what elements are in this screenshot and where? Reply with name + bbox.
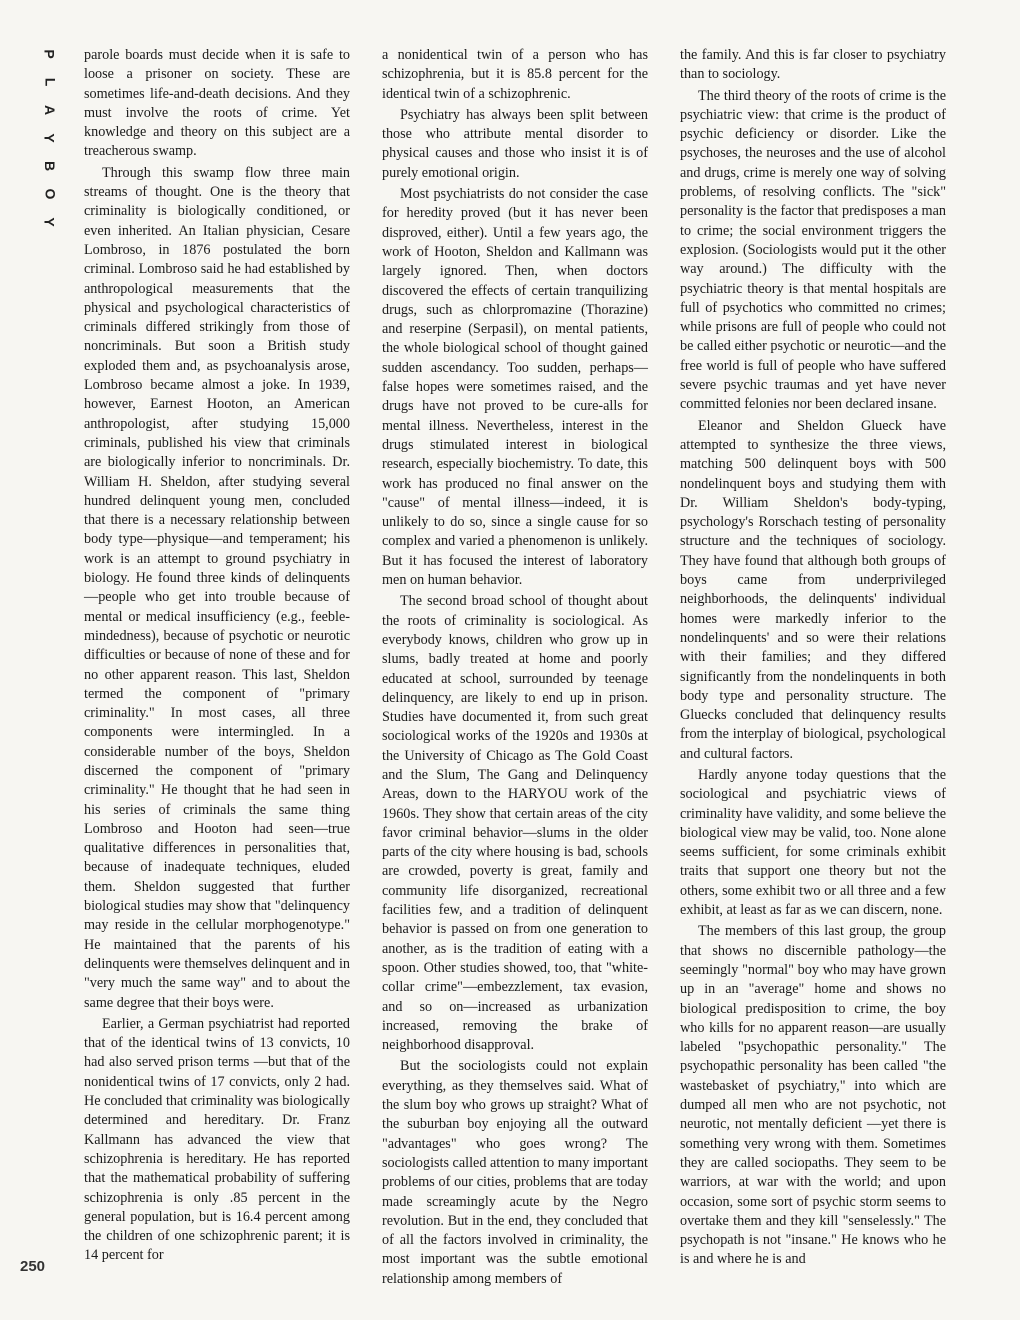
paragraph: Hardly anyone today questions that the sociological and psychiatric views of criminality have validity, and some believe the biological view may be valid, too. None alone seems sufficient, for some criminals exhibit traits that support one theory but not the others, some exhibit two or all three and a few exhibit, at least as far as we can discern, none. xyxy=(680,766,946,919)
masthead-letter: O xyxy=(41,188,58,200)
paragraph: Most psychiatrists do not consider the case for heredity proved (but it has never been disproved, either). Until a few years ago, the work of Hooton, Sheldon and Kallmann was largely ignored. Then, when doctors discovered the effects of certain tranquilizing drugs, such as chlorpromazine (Thorazine) and reserpine (Serpasil), on mental patients, the whole biological school of thought gained sudden ascendancy. Too sudden, perhaps—false hopes were sometimes raised, and the drugs have not proved to be cure-alls for mental illness. Nevertheless, interest in the drugs stimulated interest in biological research, especially biochemistry. To date, this work has produced no final answer on the "cause" of mental illness—indeed, it is unlikely to do so, since a single cause for so complex and varied a phenomenon is unlikely. But it has focused the interest of laboratory men on human behavior. xyxy=(382,186,648,589)
paragraph: The third theory of the roots of crime is the psychiatric view: that crime is the product of psychic deficiency or disorder. Like the psychoses, the neuroses and the use of alcohol and drugs, crime is merely one way of solving problems, of resolving conflicts. The "sick" personality is the factor that predisposes a man to crime; the social environment triggers the explosion. (Sociologists would put it the other way around.) The difficulty with the psychiatric theory is that mental hospitals are full of psychotics who committed no crimes; while prisons are full of people who could not be called either psychotic or neurotic—and the free world is full of people who have suffered severe psychic traumas and yet have never committed felonies nor been declared insane. xyxy=(680,87,946,413)
paragraph: The second broad school of thought about the roots of criminality is sociological. As everybody knows, children who grow up in slums, badly treated at home and poorly educated at school, surrounded by teenage delinquency, are likely to end up in prison. Studies have documented it, from such great sociological works of the 1920s and 1930s at the University of Chicago as The Gold Coast and the Slum, The Gang and Delinquency Areas, down to the HARYOU work of the 1960s. They show that certain areas of the city favor criminal behavior—slums in the older parts of the city where housing is bad, schools are crowded, poverty is great, family and community life disorganized, recreational facilities few, and a tradition of delinquent behavior is passed on from one generation to another, as is the tradition of eating with a spoon. Other studies showed, too, that "white-collar crime"—embezzlement, tax evasion, and so on—increased as urbanization increased, removing the brake of neighborhood disapproval. xyxy=(382,593,648,1054)
paragraph: Psychiatry has always been split between those who attribute mental disorder to physical causes and those who insist it is of purely emotional origin. xyxy=(382,106,648,181)
column-3 xyxy=(680,46,946,1278)
article-body xyxy=(84,46,946,1287)
column-2 xyxy=(382,46,648,1287)
page-number: 250 xyxy=(20,1258,46,1275)
paragraph: Through this swamp flow three main streams of thought. One is the theory that criminality is biologically conditioned, or even inherited. An Italian physician, Cesare Lombroso, in 1876 postulated the born criminal. Lombroso said he had established by anthropological measurements that the physical and psychological characteristics of criminals differed strikingly from those of noncriminals. But soon a British study exploded them and, as psychoanalysis arose, Lombroso became almost a joke. In 1939, however, Earnest Hooton, an American anthropologist, after studying 15,000 criminals, published his view that criminals are biologically inferior to noncriminals. Dr. William H. Sheldon, after studying several hundred delinquent young men, concluded that there is a necessary relationship between body type—physique—and temperament; his work is an attempt to ground psychiatry in biology. He found three kinds of delinquents—people who get into trouble because of mental or medical insufficiency (e.g., feeble-mindedness), because of psychotic or neurotic difficulties or because of none of these and for no other apparent reason. This last, Sheldon termed the component of "primary criminality." In most cases, all three components were intermingled. In a considerable number of the boys, Sheldon discerned the component of "primary criminality." He thought that he had seen in his series of criminals the same thing Lombroso and Hooton had seen—true qualitative differences in personalities that, because of inadequate techniques, eluded them. Sheldon suggested that further biological studies may show that "delinquency may reside in the cellular morphogenotype." He maintained that the parents of his delinquents were themselves delinquent and in "very much the same way" and to about the same degree that their boys were. xyxy=(84,164,350,1011)
masthead-letter: B xyxy=(42,160,58,172)
paragraph: the family. And this is far closer to psychiatry than to sociology. xyxy=(680,47,946,83)
column-1 xyxy=(84,46,350,1278)
paragraph: Eleanor and Sheldon Glueck have attempted to synthesize the three views, matching 500 delinquent boys with 500 nondelinquent boys and studying them with Dr. William Sheldon's body-typing, psychology's Rorschach testing of personality structure and the techniques of sociology. They have found that although both groups of boys came from underprivileged neighborhoods, the delinquents' individual homes were markedly inferior to the nondelinquents' and so were their relations with their families; and they differed significantly from the nondelinquents in both body type and personality structure. The Gluecks concluded that delinquency results from the interplay of biological, psychological and cultural factors. xyxy=(680,417,946,762)
masthead-letter: P xyxy=(42,49,58,59)
paragraph: a nonidentical twin of a person who has schizophrenia, but it is 85.8 percent for the identical twin of a schizophrenic. xyxy=(382,47,648,102)
paragraph: parole boards must decide when it is safe to loose a prisoner on society. These are sometimes life-and-death decisions. And they must involve the roots of crime. Yet knowledge and theory on this subject are a treacherous swamp. xyxy=(84,47,350,160)
masthead-letter: A xyxy=(42,104,58,116)
paragraph: Earlier, a German psychiatrist had reported that of the identical twins of 13 convicts, 10 had also served prison terms —but that of the nonidentical twins of 17 convicts, only 2 had. He concluded that criminality was biologically determined and hereditary. Dr. Franz Kallmann has advanced the view that schizophrenia is hereditary. He has reported that the mathematical probability of suffering schizophrenia is only .85 percent in the general population, but is 16.4 percent among the children of one schizophrenic parent; it is 14 percent for xyxy=(84,1015,350,1264)
paragraph: The members of this last group, the group that shows no discernible pathology—the seemingly "normal" boy who may have grown up in an "average" home and shows no biological predisposition to crime, the boy who kills for no apparent reason—are usually labeled "psychopathic personality." The psychopathic personality has been called "the wastebasket of psychiatry," into which are dumped all men who are not psychotic, not neurotic, not mentally deficient —yet there is something very wrong with them. Sometimes they are called sociopaths. They seem to be warriors, at war with the world; and upon occasion, some sort of psychic storm seems to overtake them and they kill "senselessly." The psychopath is not "insane." He knows who he is and where he is and xyxy=(680,923,946,1268)
paragraph: But the sociologists could not explain everything, as they themselves said. What of the slum boy who grows up straight? What of the suburban boy enjoying all the outward "advantages" who goes wrong? The sociologists called attention to many important problems of our cities, problems that are today made screamingly acute by the Negro revolution. But in the end, they concluded that of all the factors involved in criminality, the most important was the subtle emotional relationship among members of xyxy=(382,1058,648,1287)
masthead-letter: L xyxy=(42,77,58,87)
masthead-letter: Y xyxy=(42,133,58,143)
masthead-letter: Y xyxy=(42,217,58,227)
masthead xyxy=(30,40,70,236)
